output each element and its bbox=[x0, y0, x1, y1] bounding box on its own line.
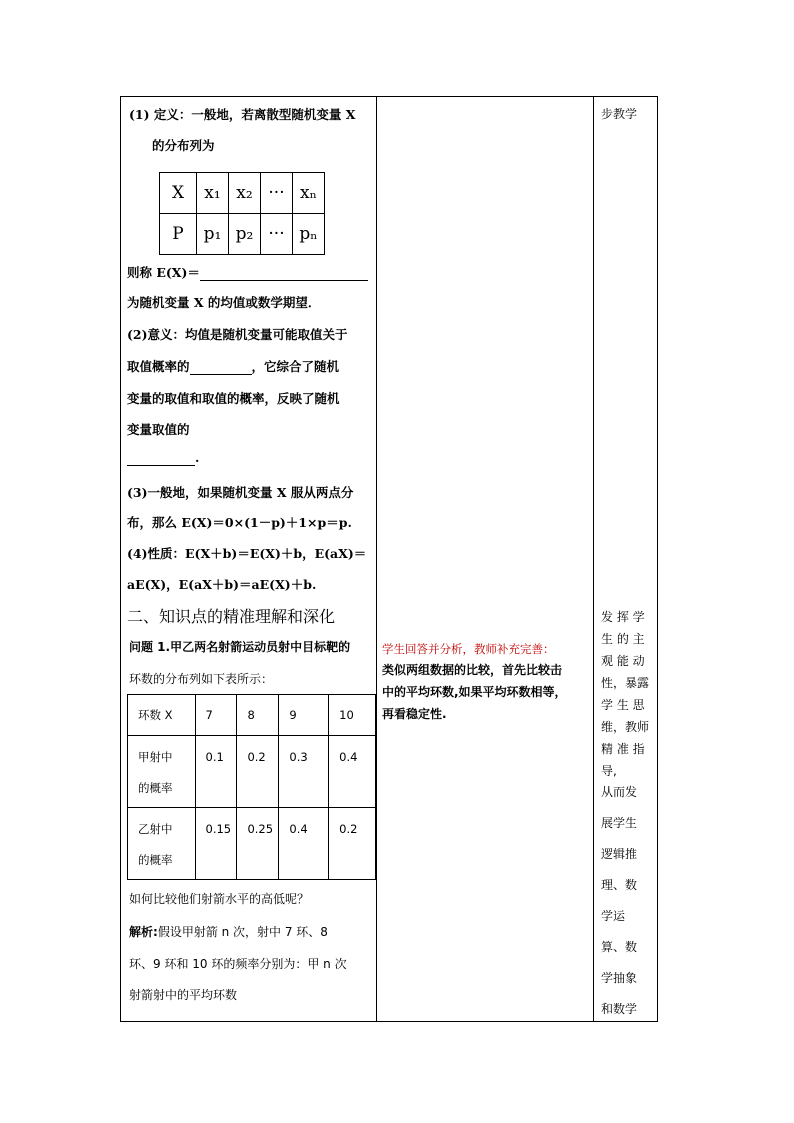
intent-line: 算、数 bbox=[601, 940, 638, 954]
compare-question: 如何比较他们射箭水平的高低呢？ bbox=[129, 892, 310, 906]
content-column bbox=[121, 97, 376, 1021]
intent-line: 维，教师 bbox=[601, 720, 650, 734]
intent-line: 理、数 bbox=[601, 878, 638, 892]
table-cell: 0.4 bbox=[329, 736, 376, 808]
intent-top-text: 步教学 bbox=[601, 107, 638, 121]
table-cell: ··· bbox=[261, 173, 293, 214]
table-cell: 0.15 bbox=[195, 808, 237, 880]
meaning-line: (2)意义：均值是随机变量可能取值关于 bbox=[127, 327, 348, 342]
table-cell: 7 bbox=[195, 695, 237, 736]
table-cell: x₂ bbox=[229, 173, 261, 214]
expectation-line: 为随机变量 X 的均值或数学期望． bbox=[127, 295, 321, 310]
table-row bbox=[128, 736, 376, 808]
question-line: 环数的分布列如下表所示： bbox=[129, 672, 274, 686]
analysis-line: 射箭射中的平均环数 bbox=[129, 988, 238, 1002]
intent-line: 生 的 主 bbox=[601, 632, 645, 646]
table-row bbox=[128, 808, 376, 880]
intent-line: 学运 bbox=[601, 909, 626, 923]
intent-line: 展学生 bbox=[601, 816, 638, 830]
analysis-label: 解析: bbox=[129, 925, 158, 939]
meaning-line: 变量取值的 bbox=[127, 422, 190, 437]
two-point-line: (3)一般地，如果随机变量 X 服从两点分 bbox=[127, 485, 354, 500]
two-point-line: 布，那么 E(X)＝0×(1－p)＋1×p＝p. bbox=[127, 515, 352, 530]
property-line: aE(X)，E(aX＋b)＝aE(X)＋b. bbox=[127, 577, 317, 592]
row-label: 的概率 bbox=[138, 853, 173, 867]
question-line: 问题 1.甲乙两名射箭运动员射中目标靶的 bbox=[129, 640, 351, 654]
table-cell: p₁ bbox=[197, 214, 229, 255]
distribution-row-x bbox=[160, 173, 325, 214]
table-cell: 10 bbox=[329, 695, 376, 736]
answer-line: 类似两组数据的比较，首先比较击 bbox=[382, 663, 563, 677]
row-label: 乙射中 bbox=[138, 822, 173, 836]
answer-line: 中的平均环数,如果平均环数相等， bbox=[382, 685, 567, 699]
meaning-prefix: 取值概率的 bbox=[127, 359, 190, 374]
expectation-prefix: 则称 E(X)＝ bbox=[127, 265, 200, 280]
intent-line: 和数学 bbox=[601, 1002, 638, 1016]
table-row bbox=[128, 695, 376, 736]
shooting-table bbox=[127, 694, 376, 880]
table-cell: 0.2 bbox=[329, 808, 376, 880]
activity-intro: 学生回答并分析，教师补充完善： bbox=[382, 642, 555, 656]
intent-line: 观 能 动 bbox=[601, 654, 645, 668]
meaning-suffix: ，它综合了随机 bbox=[251, 359, 340, 374]
intent-line: 学 生 思 bbox=[601, 698, 645, 712]
row-label: 的概率 bbox=[138, 781, 173, 795]
intent-line: 导, bbox=[601, 764, 617, 778]
table-cell: x₁ bbox=[197, 173, 229, 214]
intent-line: 发 挥 学 bbox=[601, 610, 645, 624]
table-cell: P bbox=[160, 214, 197, 255]
property-line: (4)性质：E(X＋b)＝E(X)＋b，E(aX)＝ bbox=[127, 546, 367, 561]
table-cell: 环数 X bbox=[128, 695, 196, 736]
blank-underline bbox=[190, 359, 252, 375]
table-cell: 0.1 bbox=[195, 736, 237, 808]
table-cell: 0.2 bbox=[237, 736, 279, 808]
intent-column bbox=[593, 97, 659, 1021]
meaning-suffix: . bbox=[195, 450, 200, 465]
row-label: 甲射中 bbox=[138, 750, 173, 764]
table-cell: pₙ bbox=[293, 214, 325, 255]
lesson-table bbox=[120, 96, 658, 1022]
expectation-line bbox=[127, 263, 368, 281]
table-cell: 9 bbox=[279, 695, 329, 736]
section-heading: 二、知识点的精准理解和深化 bbox=[127, 607, 336, 626]
meaning-line: 变量的取值和取值的概率，反映了随机 bbox=[127, 391, 340, 406]
table-cell bbox=[128, 736, 196, 808]
analysis-text: 假设甲射箭 n 次，射中 7 环、8 bbox=[157, 925, 328, 939]
blank-underline bbox=[200, 265, 368, 281]
meaning-line bbox=[127, 450, 199, 466]
definition-line: (1) 定义：一般地，若离散型随机变量 X bbox=[129, 107, 356, 122]
table-cell: 0.25 bbox=[237, 808, 279, 880]
table-cell: p₂ bbox=[229, 214, 261, 255]
analysis-line: 环、9 环和 10 环的频率分别为：甲 n 次 bbox=[129, 957, 347, 971]
intent-line: 从而发 bbox=[601, 785, 638, 799]
table-cell: X bbox=[160, 173, 197, 214]
intent-line: 逻辑推 bbox=[601, 847, 638, 861]
intent-line: 学抽象 bbox=[601, 971, 638, 985]
activity-column bbox=[376, 97, 593, 1021]
definition-line: 的分布列为 bbox=[152, 138, 215, 153]
distribution-table bbox=[159, 172, 325, 255]
analysis-line bbox=[129, 923, 328, 940]
table-cell: 0.3 bbox=[279, 736, 329, 808]
meaning-line bbox=[127, 357, 339, 375]
table-cell bbox=[128, 808, 196, 880]
table-cell: 0.4 bbox=[279, 808, 329, 880]
distribution-row-p bbox=[160, 214, 325, 255]
intent-line: 精 准 指 bbox=[601, 742, 645, 756]
table-cell: ··· bbox=[261, 214, 293, 255]
intent-line: 性，暴露 bbox=[601, 676, 650, 690]
blank-underline bbox=[127, 450, 195, 466]
table-cell: 8 bbox=[237, 695, 279, 736]
answer-line: 再看稳定性. bbox=[382, 707, 447, 721]
table-cell: xₙ bbox=[293, 173, 325, 214]
